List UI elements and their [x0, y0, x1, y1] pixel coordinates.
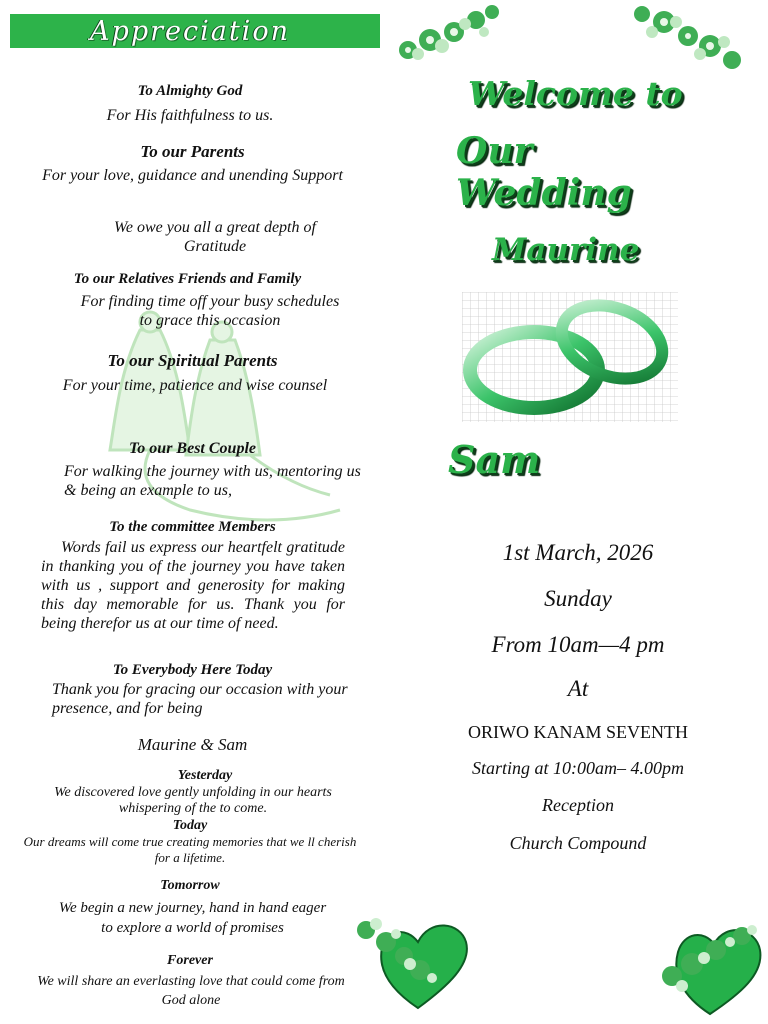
groom-name: Sam [448, 437, 541, 482]
poem-text: We discovered love gently unfolding in our hearts whispering of the to come. [54, 785, 332, 816]
section-heading: To our Relatives Friends and Family [73, 271, 302, 287]
section-text: Words fail us express our heartfelt gratitude in thanking you of the journey you have taken with us , support and generosity for making this day memorable for us. Thank you for being therefor us at our time of need. [41, 539, 345, 632]
section-text: For your time, patience and wise counsel [62, 377, 328, 394]
at-label: At [567, 676, 589, 701]
section-heading: To the committee Members [109, 519, 276, 535]
poem-heading: Today [172, 818, 208, 833]
wedding-date: 1st March, 2026 [502, 540, 654, 565]
poem-heading: Yesterday [177, 768, 233, 783]
welcome-line-1: Welcome to [468, 74, 683, 113]
poem-text: Our dreams will come true creating memories that we ll cherish for a lifetime. [23, 834, 357, 865]
wedding-rings-icon [462, 292, 678, 422]
green-heart-icon [348, 908, 478, 1012]
section-heading: To our Spiritual Parents [107, 351, 278, 370]
section-text: Thank you for gracing our occasion with your presence, and for being [52, 681, 348, 717]
green-heart-icon [652, 914, 768, 1018]
reception-place: Church Compound [509, 833, 647, 853]
appreciation-title: Appreciation [90, 16, 290, 47]
section-text: For finding time off your busy schedules to grace this occasion [80, 293, 340, 329]
bells-watermark-icon [100, 300, 355, 545]
section-text: For His faithfulness to us. [106, 107, 274, 124]
poem-text: We begin a new journey, hand in hand eager to explore a world of promises [58, 900, 327, 936]
poem-text: We will share an everlasting love that could come from God alone [37, 974, 345, 1008]
wedding-day: Sunday [544, 586, 612, 611]
venue: ORIWO KANAM SEVENTH [468, 722, 688, 742]
floral-corner-icon [388, 2, 508, 68]
section-heading: To Everybody Here Today [112, 662, 273, 678]
bride-name: Maurine [492, 232, 640, 268]
starting-time: Starting at 10:00am– 4.00pm [471, 758, 684, 778]
reception-label: Reception [542, 795, 614, 815]
section-text: For your love, guidance and unending Support [42, 167, 343, 184]
couple-signature: Maurine & Sam [137, 735, 248, 754]
poem-heading: Forever [167, 953, 213, 968]
floral-corner-icon [628, 2, 750, 78]
poem-heading: Tomorrow [160, 878, 220, 893]
section-text: We owe you all a great depth of Gratitude [114, 219, 316, 255]
section-heading: To Almighty God [137, 83, 243, 99]
wedding-time: From 10am—4 pm [491, 632, 665, 657]
section-heading: To our Parents [140, 142, 245, 161]
welcome-line-2: Our Wedding [456, 130, 632, 214]
section-text: For walking the journey with us, mentoring us & being an example to us, [64, 463, 361, 499]
section-heading: To our Best Couple [129, 440, 256, 457]
